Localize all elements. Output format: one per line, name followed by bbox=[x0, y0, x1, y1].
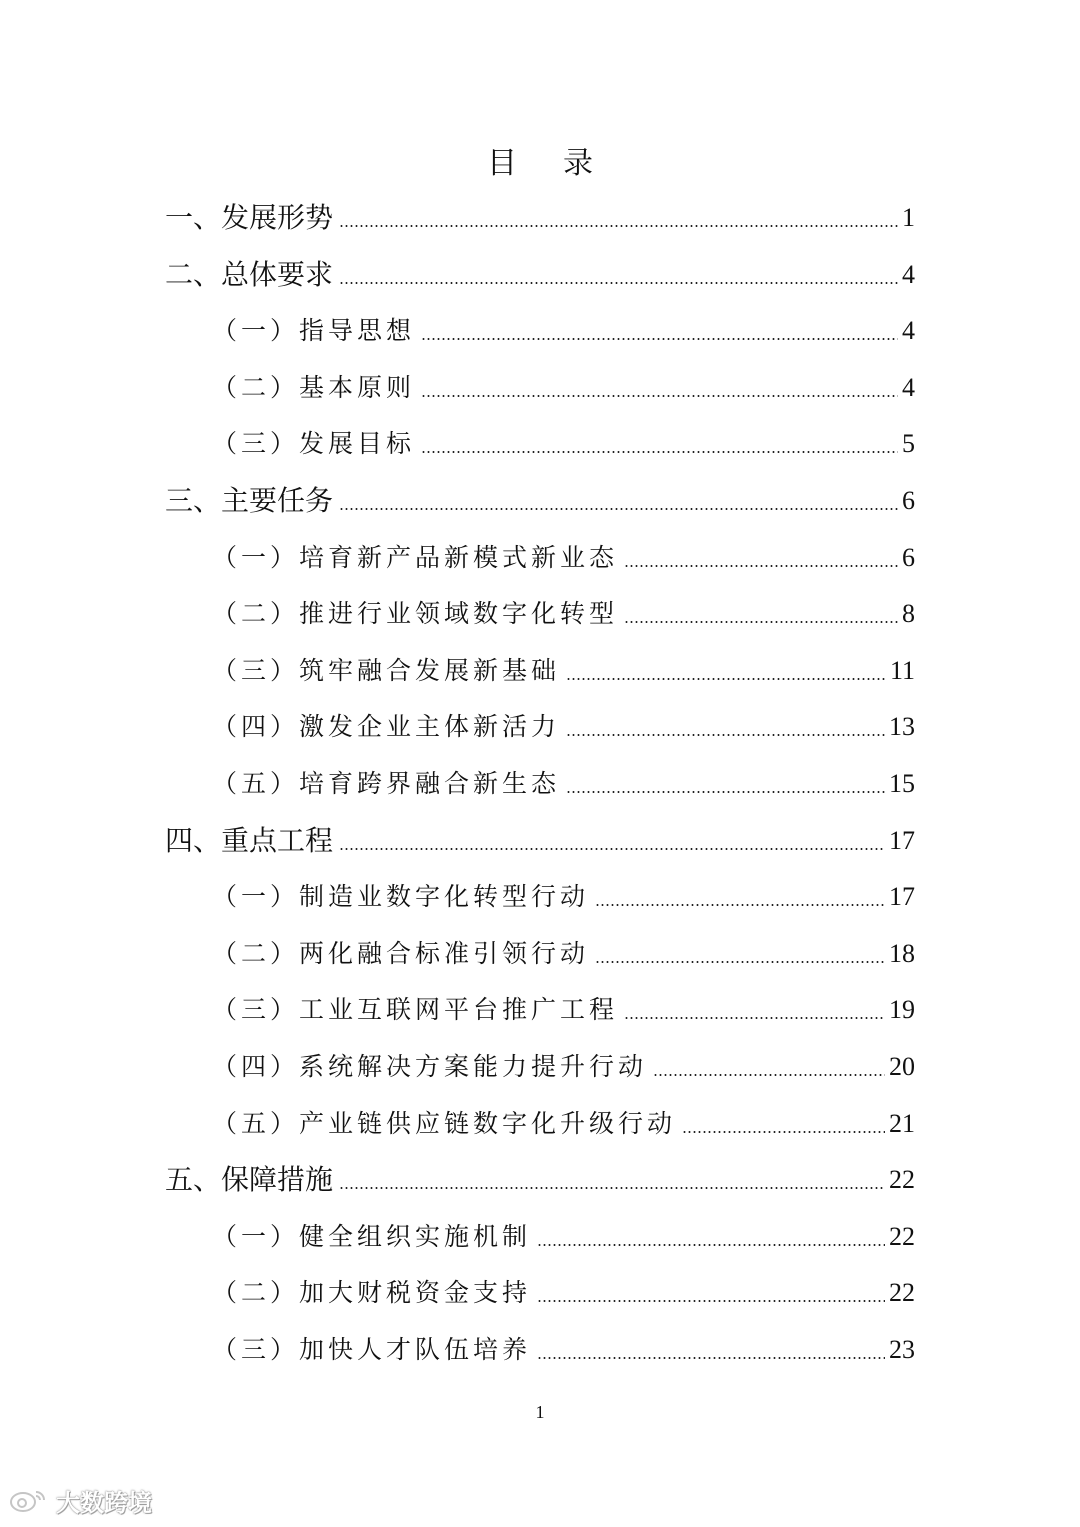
toc-entry-page-number: 22 bbox=[889, 1165, 915, 1194]
toc-entry-page-number: 13 bbox=[889, 712, 915, 741]
toc-entry bbox=[212, 422, 915, 462]
toc-entry bbox=[212, 309, 915, 349]
dot-leader bbox=[421, 338, 898, 340]
toc-entry-label: （三）工业互联网平台推广工程 bbox=[212, 995, 619, 1024]
toc-entry bbox=[212, 1102, 915, 1142]
dot-leader bbox=[537, 1300, 885, 1302]
toc-entry-label: 五、保障措施 bbox=[165, 1163, 334, 1196]
toc-entry-page-number: 8 bbox=[902, 599, 915, 628]
watermark-text: 大数跨境 bbox=[56, 1488, 152, 1517]
toc-title-char-1: 目 bbox=[487, 146, 517, 181]
toc-entry-label: （三）发展目标 bbox=[212, 429, 416, 458]
toc-entry-page-number: 17 bbox=[889, 826, 915, 855]
toc-entry-label: （一）制造业数字化转型行动 bbox=[212, 882, 590, 911]
toc-entry-label: （四）系统解决方案能力提升行动 bbox=[212, 1052, 648, 1081]
toc-entry-page-number: 6 bbox=[902, 543, 915, 572]
toc-entry bbox=[165, 1158, 915, 1198]
toc-entry-label: （一）指导思想 bbox=[212, 316, 416, 345]
dot-leader bbox=[682, 1131, 885, 1133]
toc-entry-page-number: 22 bbox=[889, 1278, 915, 1307]
toc-entry bbox=[212, 1271, 915, 1311]
toc-entry-page-number: 4 bbox=[902, 373, 915, 402]
toc-entry-page-number: 23 bbox=[889, 1335, 915, 1364]
toc-entry bbox=[212, 649, 915, 689]
toc-entry-page-number: 15 bbox=[889, 769, 915, 798]
toc-entry-page-number: 18 bbox=[889, 939, 915, 968]
dot-leader bbox=[537, 1357, 885, 1359]
toc-entry-page-number: 4 bbox=[902, 260, 915, 289]
toc-entry-label: 一、发展形势 bbox=[165, 201, 334, 234]
toc-title bbox=[0, 138, 1080, 182]
watermark bbox=[8, 1482, 152, 1518]
toc-entry-page-number: 5 bbox=[902, 429, 915, 458]
dot-leader bbox=[566, 678, 886, 680]
toc-entry bbox=[212, 366, 915, 406]
toc-entry-page-number: 17 bbox=[889, 882, 915, 911]
toc-entry-page-number: 1 bbox=[902, 203, 915, 232]
toc-entry-label: （三）加快人才队伍培养 bbox=[212, 1335, 532, 1364]
toc-entry-label: （五）培育跨界融合新生态 bbox=[212, 769, 561, 798]
toc-entry-page-number: 4 bbox=[902, 316, 915, 345]
toc-entry-label: （二）加大财税资金支持 bbox=[212, 1278, 532, 1307]
toc-entry bbox=[165, 196, 915, 236]
toc-entry-label: 四、重点工程 bbox=[165, 824, 334, 857]
toc-entry-label: （一）健全组织实施机制 bbox=[212, 1222, 532, 1251]
toc-entry bbox=[165, 819, 915, 859]
toc-entry-label: （二）两化融合标准引领行动 bbox=[212, 939, 590, 968]
dot-leader bbox=[624, 1017, 885, 1019]
toc-entry bbox=[212, 762, 915, 802]
page-number: 1 bbox=[535, 1402, 545, 1422]
toc-entry bbox=[212, 705, 915, 745]
toc-entry-label: （一）培育新产品新模式新业态 bbox=[212, 543, 619, 572]
toc-entry bbox=[212, 536, 915, 576]
dot-leader bbox=[566, 734, 885, 736]
dot-leader bbox=[566, 791, 885, 793]
dot-leader bbox=[339, 848, 885, 850]
toc-title-char-2: 录 bbox=[563, 146, 593, 181]
dot-leader bbox=[421, 451, 898, 453]
dot-leader bbox=[421, 395, 898, 397]
toc-entry bbox=[212, 988, 915, 1028]
toc-entry-page-number: 21 bbox=[889, 1109, 915, 1138]
toc-entry bbox=[212, 1215, 915, 1255]
toc-entry bbox=[212, 1045, 915, 1085]
toc-entry bbox=[212, 875, 915, 915]
weibo-logo-icon bbox=[8, 1486, 50, 1514]
dot-leader bbox=[595, 961, 885, 963]
dot-leader bbox=[537, 1244, 885, 1246]
toc-entry-page-number: 11 bbox=[889, 656, 915, 685]
dot-leader bbox=[624, 621, 898, 623]
toc-entry-page-number: 6 bbox=[902, 486, 915, 515]
toc-entry-label: （二）推进行业领域数字化转型 bbox=[212, 599, 619, 628]
toc-entry-page-number: 19 bbox=[889, 995, 915, 1024]
toc-entry-label: （三）筑牢融合发展新基础 bbox=[212, 656, 561, 685]
dot-leader bbox=[624, 565, 898, 567]
toc-entry-page-number: 22 bbox=[889, 1222, 915, 1251]
toc-entry bbox=[212, 592, 915, 632]
toc-entry-label: 二、总体要求 bbox=[165, 258, 334, 291]
toc-entry-label: （五）产业链供应链数字化升级行动 bbox=[212, 1109, 677, 1138]
toc-entry-label: 三、主要任务 bbox=[165, 484, 334, 517]
dot-leader bbox=[339, 1187, 885, 1189]
dot-leader bbox=[339, 508, 898, 510]
dot-leader bbox=[339, 282, 898, 284]
toc-entry bbox=[212, 932, 915, 972]
dot-leader bbox=[339, 225, 898, 227]
toc-entry bbox=[165, 479, 915, 519]
toc-entry-page-number: 20 bbox=[889, 1052, 915, 1081]
toc-entry-label: （四）激发企业主体新活力 bbox=[212, 712, 561, 741]
toc-entry bbox=[165, 253, 915, 293]
toc-entry bbox=[212, 1328, 915, 1368]
dot-leader bbox=[653, 1074, 885, 1076]
dot-leader bbox=[595, 904, 885, 906]
toc-entry-label: （二）基本原则 bbox=[212, 373, 416, 402]
